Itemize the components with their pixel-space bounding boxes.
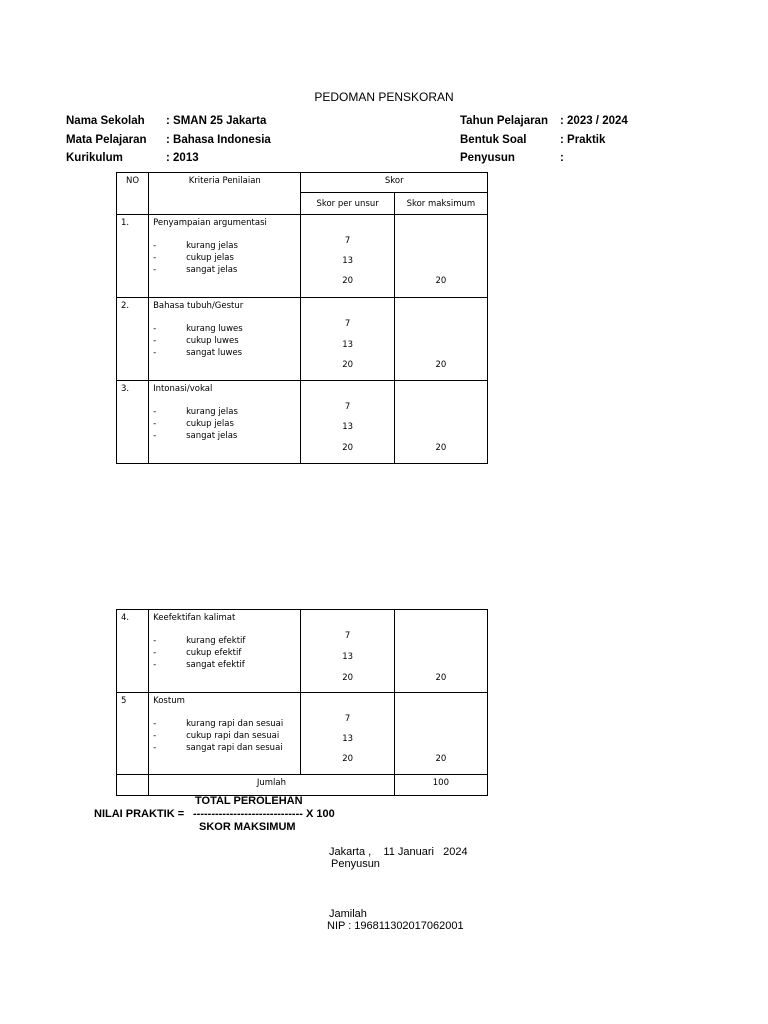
score-value: 20: [342, 673, 354, 683]
max-score: 20: [435, 360, 447, 370]
row-number: 3.: [117, 381, 149, 464]
header-no: NO: [117, 173, 149, 215]
score-value: 20: [342, 360, 354, 370]
signature-role: Penyusun: [331, 858, 380, 870]
meta-left: [66, 115, 271, 170]
score-value: 13: [342, 734, 354, 744]
meta-value: : 2023 / 2024: [560, 115, 628, 127]
meta-value: : SMAN 25 Jakarta: [166, 115, 267, 127]
total-row: [117, 775, 488, 796]
formula-label: NILAI PRAKTIK =: [94, 808, 185, 820]
meta-value: : Bahasa Indonesia: [166, 134, 271, 146]
criteria-item: cukup jelas: [186, 253, 234, 263]
total-value: 100: [394, 775, 487, 796]
meta-label: Tahun Pelajaran: [460, 115, 548, 127]
header-score-per-item: Skor per unsur: [301, 193, 394, 215]
row-number: 2.: [117, 298, 149, 381]
criteria-item: cukup efektif: [186, 648, 242, 658]
max-score: 20: [435, 673, 447, 683]
score-value: 7: [344, 714, 351, 724]
criteria-title: Bahasa tubuh/Gestur: [153, 301, 244, 311]
table-row: [117, 610, 488, 693]
formula-numerator: TOTAL PEROLEHAN: [195, 795, 303, 807]
criteria-title: Keefektifan kalimat: [153, 613, 236, 623]
page-title: PEDOMAN PENSKORAN: [314, 90, 454, 104]
criteria-item: sangat rapi dan sesuai: [186, 743, 283, 753]
table-row: [117, 298, 488, 381]
criteria-title: Penyampaian argumentasi: [153, 218, 267, 228]
score-value: 7: [344, 631, 351, 641]
score-value: 7: [344, 402, 351, 412]
criteria-title: Kostum: [153, 696, 185, 706]
criteria-item: cukup luwes: [186, 336, 239, 346]
criteria-item: kurang luwes: [186, 324, 243, 334]
meta-value: : 2013: [166, 152, 199, 164]
score-value: 20: [342, 754, 354, 764]
scoring-table-part1: [116, 172, 488, 464]
meta-label: Bentuk Soal: [460, 134, 527, 146]
criteria-item: sangat luwes: [186, 348, 243, 358]
max-score: 20: [435, 276, 447, 286]
meta-value: :: [560, 152, 564, 164]
meta-label: Nama Sekolah: [66, 115, 145, 127]
criteria-item: kurang jelas: [186, 407, 238, 417]
table-row: [117, 215, 488, 298]
total-label: Jumlah: [149, 775, 395, 796]
row-number: 4.: [117, 610, 149, 693]
table-row: [117, 693, 488, 775]
max-score: 20: [435, 443, 447, 453]
score-value: 7: [344, 319, 351, 329]
header-score: Skor: [301, 173, 488, 193]
score-value: 13: [342, 256, 354, 266]
meta-label: Mata Pelajaran: [66, 134, 147, 146]
table-row: [117, 381, 488, 464]
criteria-title: Intonasi/vokal: [153, 384, 213, 394]
score-value: 7: [344, 236, 351, 246]
score-value: 13: [342, 340, 354, 350]
score-value: 13: [342, 422, 354, 432]
criteria-item: kurang jelas: [186, 241, 238, 251]
signature-nip: NIP : 196811302017062001: [327, 920, 464, 932]
meta-value: : Praktik: [560, 134, 606, 146]
max-score: 20: [435, 754, 447, 764]
formula-denominator: SKOR MAKSIMUM: [199, 821, 296, 833]
meta-label: Penyusun: [460, 152, 515, 164]
scoring-table-part2: [116, 609, 488, 796]
row-number: 1.: [117, 215, 149, 298]
row-number: 5: [117, 693, 149, 775]
header-criteria: Kriteria Penilaian: [149, 173, 301, 215]
score-value: 13: [342, 652, 354, 662]
signature-place-date: Jakarta , 11 Januari 2024: [329, 846, 468, 858]
formula-line: ------------------------------ X 100: [193, 808, 335, 820]
score-value: 20: [342, 276, 354, 286]
criteria-item: sangat efektif: [186, 660, 245, 670]
criteria-item: sangat jelas: [186, 431, 238, 441]
meta-label: Kurikulum: [66, 152, 123, 164]
criteria-item: kurang rapi dan sesuai: [186, 719, 284, 729]
signature-name: Jamilah: [329, 908, 367, 920]
score-value: 20: [342, 443, 354, 453]
criteria-item: cukup rapi dan sesuai: [186, 731, 280, 741]
meta-right: [460, 115, 628, 170]
criteria-item: sangat jelas: [186, 265, 238, 275]
criteria-item: kurang efektif: [186, 636, 246, 646]
criteria-item: cukup jelas: [186, 419, 234, 429]
header-score-max: Skor maksimum: [394, 193, 487, 215]
